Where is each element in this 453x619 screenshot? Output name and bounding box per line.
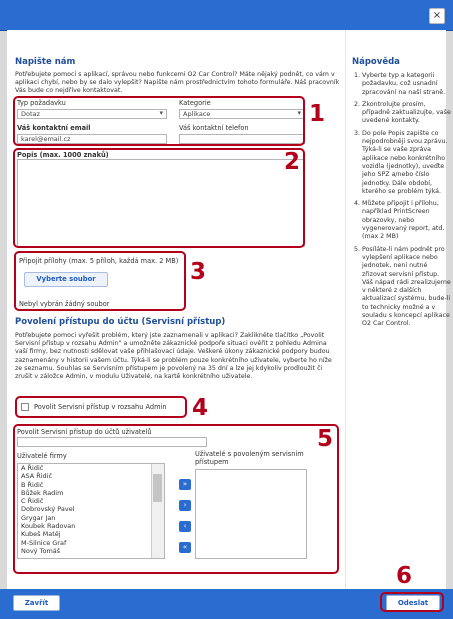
access-title: Povolení přístupu do účtu (Servisní přístup) bbox=[15, 317, 226, 327]
list-item[interactable]: Grygar Jan bbox=[21, 513, 56, 522]
allowed-users-label: Uživatelé s povoleným servisním přístupem bbox=[195, 450, 304, 466]
remove-all-button[interactable]: « bbox=[179, 542, 191, 553]
attach-label: Připojit přílohy (max. 5 příloh, každá max. 2 MB) bbox=[19, 257, 179, 265]
help-list bbox=[350, 72, 452, 333]
list-item[interactable]: ASA Řidič bbox=[21, 472, 53, 481]
help-item: 2. Zkontrolujte prosím, případně zaktualizujte, vaše uvedené kontakty. bbox=[362, 101, 452, 126]
list-item[interactable]: Nový Tomáš bbox=[21, 546, 61, 555]
no-file-text: Nebyl vybrán žádný soubor bbox=[19, 300, 110, 308]
annotation-number-4: 4 bbox=[192, 395, 209, 421]
access-intro: Potřebujete pomoci vyřešit problém, který jste zaznamenali v aplikaci? Zaklikněte tlačítko „Povolit Servisní přístup v rozsahu Admin" a umožněte zákaznické podpoře situaci ověřit z pohledu Admina vaší firmy, bez nutnosti sdělovat vaše přihlašovací údaje. Veškeré úkony zákaznické podpory budou zaznamenány v historii vašem účtu. Týká-li se problém pouze konkrétního uživatele, vyberte ho níže ze seznamu. Souhlas se Servisním přístupem je povolený na 35 dní a lze jej kdykoliv prodloužit či zrušit v záložce Admin, v modulu Uživatelé, na kartě konkrétního uživatele. bbox=[15, 332, 332, 381]
close-button[interactable]: Zavřít bbox=[13, 595, 60, 611]
list-item[interactable]: A Řidič bbox=[21, 464, 44, 472]
annotation-box-6 bbox=[380, 592, 444, 612]
annotation-number-1: 1 bbox=[309, 101, 326, 127]
annotation-number-5: 5 bbox=[317, 426, 334, 452]
service-access-label: Povolit Servisní přístup v rozsahu Admin bbox=[34, 403, 167, 411]
help-item: 3. Do pole Popis zapište co nejpodrobněji svou zprávu. Týká-li se vaše zpráva aplikace nebo konkrétního vozidla (jednotky), uveďte jeho SPZ a/nebo číslo jednotky. Dále období, kterého se problém týká. bbox=[362, 130, 452, 196]
list-item[interactable]: Kubeš Matěj bbox=[21, 530, 61, 539]
send-button[interactable]: Odeslat bbox=[386, 595, 440, 611]
dialog-header bbox=[0, 0, 453, 31]
annotation-box-2 bbox=[13, 148, 305, 248]
annotation-box-4 bbox=[15, 396, 187, 418]
type-select[interactable]: Dotaz ▾ bbox=[17, 109, 167, 119]
list-item[interactable]: M-Silnice Graf bbox=[21, 538, 67, 547]
help-sidebar bbox=[345, 30, 451, 589]
form-title: Napište nám bbox=[15, 57, 76, 67]
annotation-number-6: 6 bbox=[396, 563, 413, 589]
list-item[interactable]: B Řidič bbox=[21, 480, 44, 489]
description-label: Popis (max. 1000 znaků) bbox=[17, 151, 109, 159]
add-all-button[interactable]: » bbox=[179, 479, 191, 490]
type-label: Typ požadavku bbox=[17, 99, 66, 107]
annotation-box-5 bbox=[13, 424, 339, 574]
add-button[interactable]: › bbox=[179, 500, 191, 511]
category-label: Kategorie bbox=[179, 99, 211, 107]
company-users-label: Uživatelé firmy bbox=[17, 452, 67, 460]
list-item[interactable]: Koubek Radovan bbox=[21, 522, 76, 531]
list-item[interactable]: C Řidič bbox=[21, 497, 44, 506]
category-select[interactable]: Aplikace ▾ bbox=[179, 109, 305, 119]
email-label: Váš kontaktní email bbox=[17, 124, 91, 132]
annotation-number-3: 3 bbox=[190, 259, 207, 285]
annotation-number-2: 2 bbox=[284, 149, 301, 175]
help-title: Nápověda bbox=[352, 57, 400, 67]
upload-button[interactable]: Vyberte soubor bbox=[24, 272, 108, 287]
annotation-box-1 bbox=[13, 96, 305, 146]
remove-button[interactable]: ‹ bbox=[179, 521, 191, 532]
phone-label: Váš kontaktní telefon bbox=[179, 124, 249, 132]
help-item: 1. Vyberte typ a kategorii požadavku, což usnadní zpracování na naší straně. bbox=[362, 72, 452, 97]
close-icon[interactable]: × bbox=[429, 8, 445, 24]
list-item[interactable]: Bůžek Radim bbox=[21, 488, 64, 497]
email-field[interactable]: karel@email.cz bbox=[17, 134, 167, 144]
form-intro: Potřebujete pomoci s aplikací, správou nebo funkcemi O2 Car Control? Máte nějaký podnět, co vám v aplikaci chybí, nebo by se dalo vylepšit? Napište nám prostřednictvím tohoto formuláře. Náš pracovník Vás bude co nejdříve kontaktovat. bbox=[15, 71, 340, 95]
annotation-box-3 bbox=[14, 251, 186, 311]
help-item: 4. Můžete připojit i přílohu, například PrintScreen obrazovky, nebo vygenerovaný report, atd. (max 2 MB) bbox=[362, 200, 452, 241]
users-search-label: Povolit Servisní přístup do účtů uživatelů bbox=[17, 428, 152, 436]
list-item[interactable]: Dobrovský Pavel bbox=[21, 505, 75, 514]
help-item: 5. Posíláte-li nám podnět pro vylepšení aplikace nebo jednotek, není nutné zřizovat servisní přístup. Váš nápad rádi zrealizujeme v některé z dalších aktualizací systému, bude-li to technicky možné a v souladu s koncepcí aplikace O2 Car Control. bbox=[362, 246, 452, 329]
